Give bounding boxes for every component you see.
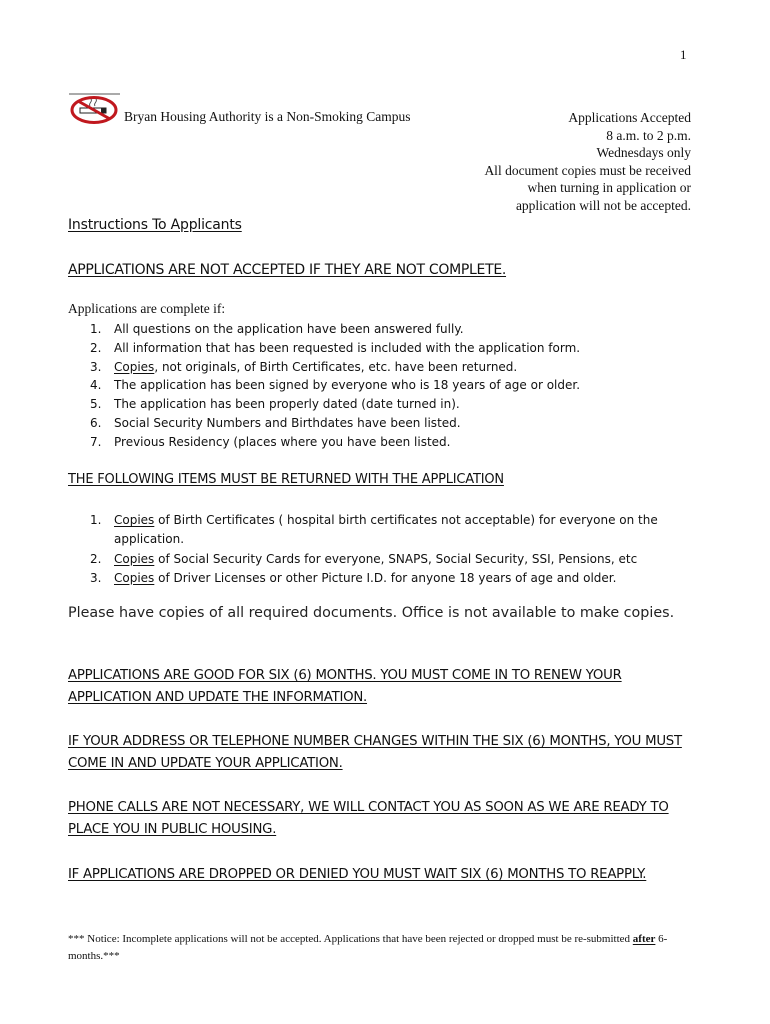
copies-requirement-line-3: application will not be accepted. <box>515 197 691 213</box>
applications-hours: 8 a.m. to 2 p.m. <box>606 127 691 143</box>
incomplete-notice <box>68 931 668 965</box>
item-text: of Driver Licenses or other Picture I.D. for anyone 18 years of age and older. <box>154 570 617 585</box>
item-number: 2. <box>90 551 102 566</box>
applications-days: Wednesdays only <box>596 145 691 160</box>
non-smoking-campus-text: Bryan Housing Authority is a Non-Smoking Campus <box>124 109 411 124</box>
phone-calls-paragraph <box>68 797 708 840</box>
item-number: 3. <box>90 359 102 374</box>
list-item <box>68 511 688 550</box>
list-item <box>68 376 580 395</box>
copies-note: Please have copies of all required documents. Office is not available to make copies. <box>68 605 675 621</box>
item-number: 7. <box>90 434 102 449</box>
copies-emphasis: Copies <box>114 570 155 585</box>
item-number: 3. <box>90 570 102 585</box>
list-item <box>68 358 580 377</box>
copies-emphasis: Copies <box>114 551 155 566</box>
item-text: Previous Residency (places where you have been listed. <box>114 434 451 449</box>
notice-text-end: 6- months.*** <box>68 933 668 962</box>
item-text: All information that has been requested is included with the application form. <box>114 340 581 355</box>
list-item <box>68 395 580 414</box>
applications-accepted-block <box>484 109 691 214</box>
item-number: 1. <box>90 513 102 527</box>
item-text: The application has been signed by everyone who is 18 years of age or older. <box>114 378 581 393</box>
item-number: 5. <box>90 397 102 412</box>
item-text: of Birth Certificates ( hospital birth certificates not acceptable) for everyone on the application. <box>114 513 658 547</box>
address-change-paragraph <box>68 731 708 774</box>
no-smoking-icon <box>68 92 122 124</box>
item-text: Social Security Numbers and Birthdates have been listed. <box>114 415 461 430</box>
validity-text: APPLICATIONS ARE GOOD FOR SIX (6) MONTHS. YOU MUST COME IN TO RENEW YOUR APPLICATION AND UPDATE THE INFORMATION. <box>68 668 622 705</box>
notice-text: *** Notice: Incomplete applications will not be accepted. Applications that have been rejected or dropped must be re-submitted <box>68 933 633 945</box>
list-item <box>68 414 580 433</box>
item-number: 6. <box>90 415 102 430</box>
phone-calls-text: PHONE CALLS ARE NOT NECESSARY, WE WILL CONTACT YOU AS SOON AS WE ARE READY TO PLACE YOU IN PUBLIC HOUSING. <box>68 800 669 837</box>
list-item <box>68 320 580 339</box>
copies-requirement-line-2: when turning in application or <box>527 180 691 195</box>
item-text: All questions on the application have been answered fully. <box>114 322 464 336</box>
list-item <box>68 550 688 569</box>
address-change-text: IF YOUR ADDRESS OR TELEPHONE NUMBER CHANGES WITHIN THE SIX (6) MONTHS, YOU MUST COME IN AND UPDATE YOUR APPLICATION. <box>68 734 682 771</box>
complete-intro: Applications are complete if: <box>68 301 226 316</box>
copies-emphasis: Copies <box>114 359 155 374</box>
must-return-heading: THE FOLLOWING ITEMS MUST BE RETURNED WITH THE APPLICATION <box>68 472 504 487</box>
item-text: The application has been properly dated (date turned in). <box>114 397 460 412</box>
item-number: 1. <box>90 322 102 336</box>
reapply-text: IF APPLICATIONS ARE DROPPED OR DENIED YOU MUST WAIT SIX (6) MONTHS TO REAPPLY. <box>68 867 647 882</box>
completeness-list <box>68 320 580 452</box>
not-complete-heading: APPLICATIONS ARE NOT ACCEPTED IF THEY ARE NOT COMPLETE. <box>68 262 507 278</box>
copies-emphasis: Copies <box>114 513 155 527</box>
item-text: , not originals, of Birth Certificates, etc. have been returned. <box>154 359 518 374</box>
page-number: 1 <box>680 47 687 62</box>
validity-paragraph <box>68 665 708 708</box>
item-number: 4. <box>90 378 102 393</box>
item-text: of Social Security Cards for everyone, SNAPS, Social Security, SSI, Pensions, etc <box>154 551 638 566</box>
required-documents-list <box>68 511 688 588</box>
list-item <box>68 339 580 358</box>
reapply-paragraph <box>68 864 708 886</box>
list-item <box>68 569 688 588</box>
list-item <box>68 433 580 452</box>
notice-emphasis: after <box>632 933 656 945</box>
instructions-heading: Instructions To Applicants <box>68 217 242 233</box>
item-number: 2. <box>90 340 102 355</box>
copies-requirement-line-1: All document copies must be received <box>484 162 691 178</box>
applications-accepted-title: Applications Accepted <box>568 110 691 125</box>
